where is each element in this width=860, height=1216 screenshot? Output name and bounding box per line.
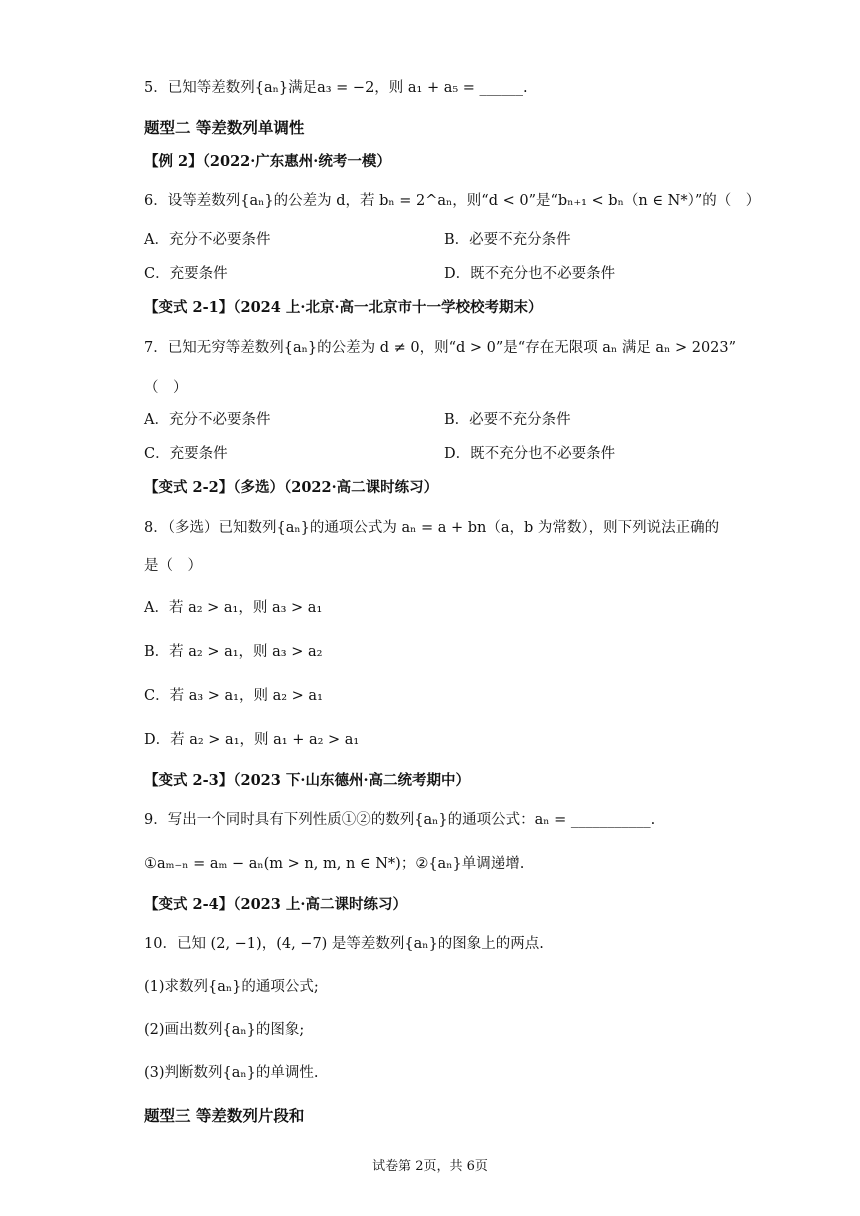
q8-option-a: A．若 a₂ > a₁，则 a₃ > a₁ (144, 600, 323, 616)
page-footer: 试卷第 2页，共 6页 (372, 1159, 488, 1174)
variant-2-4-source: 【变式 2-4】（2023 上·高二课时练习） (144, 896, 407, 913)
question-7-blank: （ ） (144, 380, 188, 396)
q8-option-d: D．若 a₂ > a₁，则 a₁ + a₂ > a₁ (144, 732, 360, 748)
question-9: 9．写出一个同时具有下列性质①②的数列{aₙ}的通项公式：aₙ = ___________. (144, 812, 656, 828)
question-5: 5．已知等差数列{aₙ}满足a₃ = −2，则 a₁ + a₅ = ______. (144, 80, 528, 96)
q8-option-c: C．若 a₃ > a₁，则 a₂ > a₁ (144, 688, 323, 704)
question-9-properties: ①aₘ₋ₙ = aₘ − aₙ(m > n, m, n ∈ N*)；②{aₙ}单调递增. (144, 856, 525, 872)
variant-2-3-source: 【变式 2-3】（2023 下·山东德州·高二统考期中） (144, 772, 470, 789)
question-7: 7．已知无穷等差数列{aₙ}的公差为 d ≠ 0，则“d > 0”是“存在无限项 aₙ 满足 aₙ > 2023” (144, 340, 737, 356)
question-6: 6．设等差数列{aₙ}的公差为 d，若 bₙ = 2^aₙ，则“d < 0”是“bₙ₊₁ < bₙ（n ∈ N*）”的（ ） (144, 193, 761, 209)
variant-2-2-source: 【变式 2-2】（多选）（2022·高二课时练习） (144, 479, 439, 496)
variant-2-1-source: 【变式 2-1】（2024 上·北京·高一北京市十一学校校考期末） (144, 299, 543, 316)
question-10-part-3: (3)判断数列{aₙ}的单调性. (144, 1065, 319, 1081)
question-8-cont: 是（ ） (144, 558, 202, 574)
question-8: 8．（多选）已知数列{aₙ}的通项公式为 aₙ = a + bn（a，b 为常数），则下列说法正确的 (144, 520, 720, 536)
example-2-source: 【例 2】（2022·广东惠州·统考一模） (144, 153, 391, 170)
q7-option-c: C．充要条件 (144, 446, 228, 462)
q6-option-b: B．必要不充分条件 (444, 232, 571, 248)
section-heading-3: 题型三 等差数列片段和 (144, 1107, 305, 1125)
question-10-part-1: (1)求数列{aₙ}的通项公式; (144, 979, 319, 995)
question-10-part-2: (2)画出数列{aₙ}的图象; (144, 1022, 305, 1038)
q6-option-c: C．充要条件 (144, 266, 228, 282)
section-heading-2: 题型二 等差数列单调性 (144, 119, 305, 137)
q6-option-d: D．既不充分也不必要条件 (444, 266, 616, 282)
q7-option-d: D．既不充分也不必要条件 (444, 446, 616, 462)
q7-option-b: B．必要不充分条件 (444, 412, 571, 428)
q6-option-a: A．充分不必要条件 (144, 232, 271, 248)
q8-option-b: B．若 a₂ > a₁，则 a₃ > a₂ (144, 644, 323, 660)
question-10: 10．已知 (2, −1)，(4, −7) 是等差数列{aₙ}的图象上的两点. (144, 936, 544, 952)
q7-option-a: A．充分不必要条件 (144, 412, 271, 428)
